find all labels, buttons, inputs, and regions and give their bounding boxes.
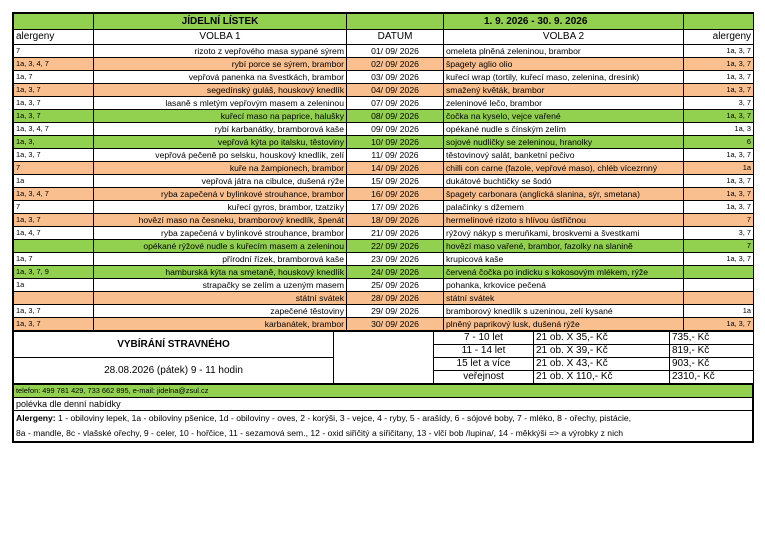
row-volba2: špagety carbonara (anglická slanina, sýr, smetana) bbox=[444, 188, 684, 201]
row-alergeny-right: 1a, 3, 7 bbox=[684, 110, 754, 123]
row-volba1: vepřová panenka na švestkách, brambor bbox=[94, 71, 347, 84]
row-alergeny-left bbox=[14, 292, 94, 305]
menu-row bbox=[14, 266, 754, 279]
menu-body bbox=[14, 14, 754, 331]
row-volba1: opékané rýžové nudle s kuřecím masem a zeleninou bbox=[94, 240, 347, 253]
row-alergeny-right: 1a bbox=[684, 162, 754, 175]
menu-row bbox=[14, 318, 754, 331]
row-alergeny-left: 1a, 3, 7 bbox=[14, 318, 94, 331]
row-volba2: plněný paprikový lusk, dušená rýže bbox=[444, 318, 684, 331]
row-alergeny-left: 1a, 3, 4, 7 bbox=[14, 188, 94, 201]
row-alergeny-right: 1a, 3, 7 bbox=[684, 58, 754, 71]
row-volba2: červená čočka po indicku s kokosovým mlékem, rýže bbox=[444, 266, 684, 279]
menu-row bbox=[14, 149, 754, 162]
row-alergeny-left: 1a, 3, 7 bbox=[14, 149, 94, 162]
row-volba2: krupicová kaše bbox=[444, 253, 684, 266]
row-date: 25/ 09/ 2026 bbox=[347, 279, 444, 292]
row-date: 08/ 09/ 2026 bbox=[347, 110, 444, 123]
row-volba1: kuřecí maso na paprice, halušky bbox=[94, 110, 347, 123]
menu-row bbox=[14, 279, 754, 292]
column-datum: DATUM bbox=[347, 30, 444, 45]
row-alergeny-left: 1a, 3, 7, 9 bbox=[14, 266, 94, 279]
row-date: 02/ 09/ 2026 bbox=[347, 58, 444, 71]
row-alergeny-left bbox=[14, 240, 94, 253]
row-volba1: ryba zapečená v bylinkové strouhance, brambor bbox=[94, 188, 347, 201]
menu-row bbox=[14, 136, 754, 149]
column-alergeny-right: alergeny bbox=[684, 30, 754, 45]
row-date: 11/ 09/ 2026 bbox=[347, 149, 444, 162]
row-alergeny-left: 1a, 3, 7 bbox=[14, 97, 94, 110]
row-alergeny-left: 1a bbox=[14, 175, 94, 188]
row-volba1: vepřová pečeně po selsku, houskový knedlík, zelí bbox=[94, 149, 347, 162]
menu-row bbox=[14, 58, 754, 71]
row-alergeny-right: 1a, 3, 7 bbox=[684, 84, 754, 97]
row-volba1: přírodní řízek, bramborová kaše bbox=[94, 253, 347, 266]
row-date: 14/ 09/ 2026 bbox=[347, 162, 444, 175]
row-date: 01/ 09/ 2026 bbox=[347, 45, 444, 58]
row-alergeny-left: 1a, 3, bbox=[14, 136, 94, 149]
allergens-line1: 1 - obiloviny lepek, 1a - obiloviny pšenice, 1d - obiloviny - oves, 2 - korýši, 3 - vejce, 4 - ryby, 5 - arašídy, 6 - sójové boby, 7 - mléko, 8 - ořechy, pistácie, bbox=[55, 413, 632, 423]
row-volba2: pohanka, krkovice pečená bbox=[444, 279, 684, 292]
title-row bbox=[14, 14, 754, 30]
price-age: 7 - 10 let bbox=[434, 332, 534, 345]
menu-row bbox=[14, 110, 754, 123]
row-volba2: těstovinový salát, banketní pečivo bbox=[444, 149, 684, 162]
row-alergeny-right bbox=[684, 266, 754, 279]
row-alergeny-right: 1a, 3, 7 bbox=[684, 175, 754, 188]
row-alergeny-right bbox=[684, 292, 754, 305]
row-alergeny-left: 1a, 3, 7 bbox=[14, 305, 94, 318]
price-count: 21 ob. X 43,- Kč bbox=[534, 358, 670, 371]
row-alergeny-left: 1a, 7 bbox=[14, 71, 94, 84]
menu-table bbox=[13, 13, 754, 331]
price-total: 819,- Kč bbox=[670, 345, 754, 358]
row-volba1: hamburská kýta na smetaně, houskový knedlík bbox=[94, 266, 347, 279]
row-volba2: zeleninové lečo, brambor bbox=[444, 97, 684, 110]
menu-row bbox=[14, 227, 754, 240]
row-alergeny-right bbox=[684, 279, 754, 292]
row-alergeny-left: 1a, 3, 4, 7 bbox=[14, 123, 94, 136]
row-alergeny-left: 1a, 7 bbox=[14, 253, 94, 266]
row-volba2: kuřecí wrap (tortily, kuřecí maso, zelenina, dresink) bbox=[444, 71, 684, 84]
row-alergeny-left: 7 bbox=[14, 45, 94, 58]
row-alergeny-left: 1a bbox=[14, 279, 94, 292]
row-volba2: opékané nudle s čínským zelím bbox=[444, 123, 684, 136]
row-volba1: zapečené těstoviny bbox=[94, 305, 347, 318]
price-total: 903,- Kč bbox=[670, 358, 754, 371]
row-alergeny-left: 1a, 3, 7 bbox=[14, 110, 94, 123]
menu-title: JÍDELNÍ LÍSTEK bbox=[94, 14, 347, 30]
menu-row bbox=[14, 253, 754, 266]
row-date: 21/ 09/ 2026 bbox=[347, 227, 444, 240]
row-volba1: rybí porce se sýrem, brambor bbox=[94, 58, 347, 71]
row-alergeny-left: 7 bbox=[14, 162, 94, 175]
row-alergeny-right: 1a, 3, 7 bbox=[684, 149, 754, 162]
price-count: 21 ob. X 110,- Kč bbox=[534, 371, 670, 384]
row-date: 07/ 09/ 2026 bbox=[347, 97, 444, 110]
row-volba1: hovězí maso na česneku, bramborový knedlík, špenát bbox=[94, 214, 347, 227]
row-alergeny-left: 7 bbox=[14, 201, 94, 214]
row-date: 23/ 09/ 2026 bbox=[347, 253, 444, 266]
row-volba1: segedínský guláš, houskový knedlík bbox=[94, 84, 347, 97]
row-alergeny-right: 1a, 3 bbox=[684, 123, 754, 136]
row-volba2: sojové nudličky se zeleninou, hranolky bbox=[444, 136, 684, 149]
row-volba2: chilli con carne (fazole, vepřové maso), chléb vícezrnný bbox=[444, 162, 684, 175]
row-volba2: hovězí maso vařené, brambor, fazolky na slanině bbox=[444, 240, 684, 253]
row-alergeny-right: 6 bbox=[684, 136, 754, 149]
row-alergeny-right: 1a, 3, 7 bbox=[684, 45, 754, 58]
row-volba1: strapačky se zelím a uzeným masem bbox=[94, 279, 347, 292]
price-age: veřejnost bbox=[434, 371, 534, 384]
row-date: 15/ 09/ 2026 bbox=[347, 175, 444, 188]
selection-table bbox=[13, 331, 754, 384]
menu-row bbox=[14, 292, 754, 305]
price-total: 735,- Kč bbox=[670, 332, 754, 345]
row-volba2: palačinky s džemem bbox=[444, 201, 684, 214]
row-alergeny-right: 3, 7 bbox=[684, 97, 754, 110]
menu-row bbox=[14, 71, 754, 84]
price-age: 15 let a více bbox=[434, 358, 534, 371]
menu-row bbox=[14, 97, 754, 110]
column-volba2: VOLBA 2 bbox=[444, 30, 684, 45]
row-date: 16/ 09/ 2026 bbox=[347, 188, 444, 201]
menu-row bbox=[14, 214, 754, 227]
row-volba1: kuře na žampionech, brambor bbox=[94, 162, 347, 175]
row-alergeny-left: 1a, 4, 7 bbox=[14, 227, 94, 240]
row-alergeny-right: 7 bbox=[684, 214, 754, 227]
menu-row bbox=[14, 162, 754, 175]
row-alergeny-left: 1a, 3, 7 bbox=[14, 214, 94, 227]
menu-row bbox=[14, 240, 754, 253]
date-range: 1. 9. 2026 - 30. 9. 2026 bbox=[444, 14, 684, 30]
menu-sheet bbox=[12, 12, 754, 443]
row-volba2: bramborový knedlík s uzeninou, zelí kysané bbox=[444, 305, 684, 318]
row-volba1: rybí karbanátky, bramborová kaše bbox=[94, 123, 347, 136]
menu-row bbox=[14, 84, 754, 97]
row-date: 22/ 09/ 2026 bbox=[347, 240, 444, 253]
contact-line: telefon: 499 781 429, 733 662 895, e-mail: jidelna@zsul.cz bbox=[14, 385, 753, 398]
row-date: 04/ 09/ 2026 bbox=[347, 84, 444, 97]
row-volba2: smažený květák, brambor bbox=[444, 84, 684, 97]
price-total: 2310,- Kč bbox=[670, 371, 754, 384]
menu-row bbox=[14, 201, 754, 214]
row-date: 09/ 09/ 2026 bbox=[347, 123, 444, 136]
row-date: 28/ 09/ 2026 bbox=[347, 292, 444, 305]
row-alergeny-left: 1a, 3, 7 bbox=[14, 84, 94, 97]
row-volba2: státní svátek bbox=[444, 292, 684, 305]
row-date: 29/ 09/ 2026 bbox=[347, 305, 444, 318]
price-count: 21 ob. X 35,- Kč bbox=[534, 332, 670, 345]
row-volba2: rýžový nákyp s meruňkami, broskvemi a švestkami bbox=[444, 227, 684, 240]
row-date: 17/ 09/ 2026 bbox=[347, 201, 444, 214]
row-volba1: vepřová kýta po italsku, těstoviny bbox=[94, 136, 347, 149]
menu-row bbox=[14, 45, 754, 58]
row-volba1: rizoto z vepřového masa sypané sýrem bbox=[94, 45, 347, 58]
menu-row bbox=[14, 188, 754, 201]
selection-when: 28.08.2026 (pátek) 9 - 11 hodin bbox=[14, 358, 334, 384]
soup-note: polévka dle denní nabídky bbox=[14, 398, 753, 411]
row-date: 10/ 09/ 2026 bbox=[347, 136, 444, 149]
menu-row bbox=[14, 305, 754, 318]
price-age: 11 - 14 let bbox=[434, 345, 534, 358]
row-alergeny-left: 1a, 3, 4, 7 bbox=[14, 58, 94, 71]
row-alergeny-right: 1a, 3, 7 bbox=[684, 188, 754, 201]
row-date: 18/ 09/ 2026 bbox=[347, 214, 444, 227]
row-volba1: kuřecí gyros, brambor, tzatziky bbox=[94, 201, 347, 214]
row-volba2: dukátové buchtičky se šodó bbox=[444, 175, 684, 188]
column-volba1: VOLBA 1 bbox=[94, 30, 347, 45]
price-count: 21 ob. X 39,- Kč bbox=[534, 345, 670, 358]
row-volba2: špagety aglio olio bbox=[444, 58, 684, 71]
row-alergeny-right: 3, 7 bbox=[684, 227, 754, 240]
row-date: 03/ 09/ 2026 bbox=[347, 71, 444, 84]
row-date: 30/ 09/ 2026 bbox=[347, 318, 444, 331]
row-volba1: státní svátek bbox=[94, 292, 347, 305]
allergens-label: Alergeny: bbox=[16, 413, 56, 423]
footer-table bbox=[13, 384, 753, 442]
column-alergeny-left: alergeny bbox=[14, 30, 94, 45]
row-alergeny-right: 7 bbox=[684, 240, 754, 253]
row-alergeny-right: 1a, 3, 7 bbox=[684, 71, 754, 84]
row-volba1: ryba zapečená v bylinkové strouhance, brambor bbox=[94, 227, 347, 240]
row-date: 24/ 09/ 2026 bbox=[347, 266, 444, 279]
row-volba1: karbanátek, brambor bbox=[94, 318, 347, 331]
row-alergeny-right: 1a, 3, 7 bbox=[684, 318, 754, 331]
row-volba2: omeleta plněná zeleninou, brambor bbox=[444, 45, 684, 58]
row-alergeny-right: 1a bbox=[684, 305, 754, 318]
selection-title: VYBÍRÁNÍ STRAVNÉHO bbox=[14, 332, 334, 358]
menu-row bbox=[14, 175, 754, 188]
row-volba2: hermelínové rizoto s hlívou ústřičnou bbox=[444, 214, 684, 227]
row-alergeny-right: 1a, 3, 7 bbox=[684, 201, 754, 214]
row-volba1: vepřová játra na cibulce, dušená rýže bbox=[94, 175, 347, 188]
row-volba2: čočka na kyselo, vejce vařené bbox=[444, 110, 684, 123]
row-volba1: lasaně s mletým vepřovým masem a zeleninou bbox=[94, 97, 347, 110]
row-alergeny-right: 1a, 3, 7 bbox=[684, 253, 754, 266]
menu-row bbox=[14, 123, 754, 136]
column-header-row bbox=[14, 30, 754, 45]
allergens-line2: 8a - mandle, 8c - vlašské ořechy, 9 - celer, 10 - hořčice, 11 - sezamová sem., 12 - oxid siřičitý a siřičitany, 13 - vlčí bob /lupina/, 14 - měkkýši => a výrobky z nich bbox=[16, 428, 624, 438]
